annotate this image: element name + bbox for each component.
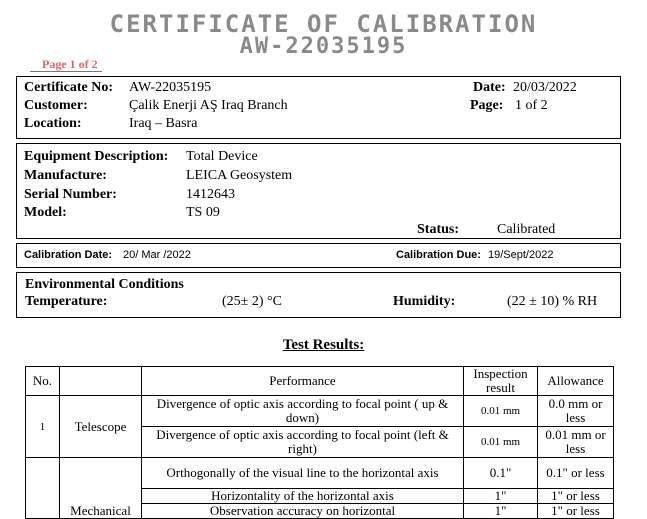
allowance-cell: 0.1" or less [538,458,614,489]
manufacture-label: Manufacture: [24,168,107,183]
certificate-number-title: AW-22035195 [239,34,408,59]
performance-cell: Horizontality of the horizontal axis [142,489,464,504]
calibration-due-value: 19/Sept/2022 [488,249,554,261]
row-number [26,458,60,519]
model-value: TS 09 [186,205,220,220]
performance-cell: Observation accuracy on horizontal [142,504,464,519]
page-indicator: Page 1 of 2 [42,57,98,71]
equipment-description-label: Equipment Description: [24,149,169,164]
location-value: Iraq – Basra [129,116,198,131]
inspection-cell: 1" [464,489,538,504]
temperature-label: Temperature: [25,294,108,309]
calibration-due-label: Calibration Due: [396,249,481,261]
header-performance: Performance [142,367,464,396]
allowance-cell: 0.0 mm or less [538,396,614,427]
divider [30,71,102,72]
header-group [60,367,142,396]
customer-label: Customer: [24,98,88,113]
serial-number-value: 1412643 [186,187,235,202]
header-allowance: Allowance [538,367,614,396]
group-telescope: Telescope [60,396,142,458]
manufacture-value: LEICA Geosystem [186,168,293,183]
equipment-description-value: Total Device [186,149,258,164]
test-results-table [25,366,614,519]
date-value: 20/03/2022 [513,80,577,95]
test-results-heading: Test Results: [282,337,365,353]
customer-value: Çalik Enerji AŞ Iraq Branch [129,98,288,113]
header-inspection: Inspection result [464,367,538,396]
date-label: Date: [473,80,506,95]
humidity-label: Humidity: [393,294,456,309]
allowance-cell: 1" or less [538,489,614,504]
allowance-cell: 1" or less [538,504,614,519]
performance-cell: Divergence of optic axis according to focal point (left & right) [142,427,464,458]
certificate-title: CERTIFICATE OF CALIBRATION [109,10,538,38]
calibration-date-label: Calibration Date: [24,249,113,261]
humidity-value: (22 ± 10) % RH [507,294,598,309]
location-label: Location: [24,116,82,131]
inspection-cell: 0.01 mm [464,396,538,427]
performance-cell: Orthogonally of the visual line to the horizontal axis [142,458,464,489]
table-header-row [26,367,614,396]
status-value: Calibrated [497,222,556,237]
inspection-cell: 0.01 mm [464,427,538,458]
certificate-label: Certificate No: [24,80,114,95]
header-no: No. [26,367,60,396]
table-row [26,458,614,489]
performance-cell: Divergence of optic axis according to focal point ( up & down) [142,396,464,427]
row-number: 1 [26,396,60,458]
allowance-cell: 0.01 mm or less [538,427,614,458]
environment-heading: Environmental Conditions [25,277,184,292]
status-label: Status: [417,222,460,237]
inspection-cell: 0.1" [464,458,538,489]
certificate-value: AW-22035195 [129,80,212,95]
page-value: 1 of 2 [515,98,548,113]
inspection-cell: 1" [464,504,538,519]
group-mechanical: Mechanical [60,458,142,519]
calibration-date-value: 20/ Mar /2022 [123,249,191,261]
serial-number-label: Serial Number: [24,187,117,202]
temperature-value: (25± 2) °C [222,294,282,309]
model-label: Model: [24,205,67,220]
page-label: Page: [470,98,504,113]
table-row [26,396,614,427]
